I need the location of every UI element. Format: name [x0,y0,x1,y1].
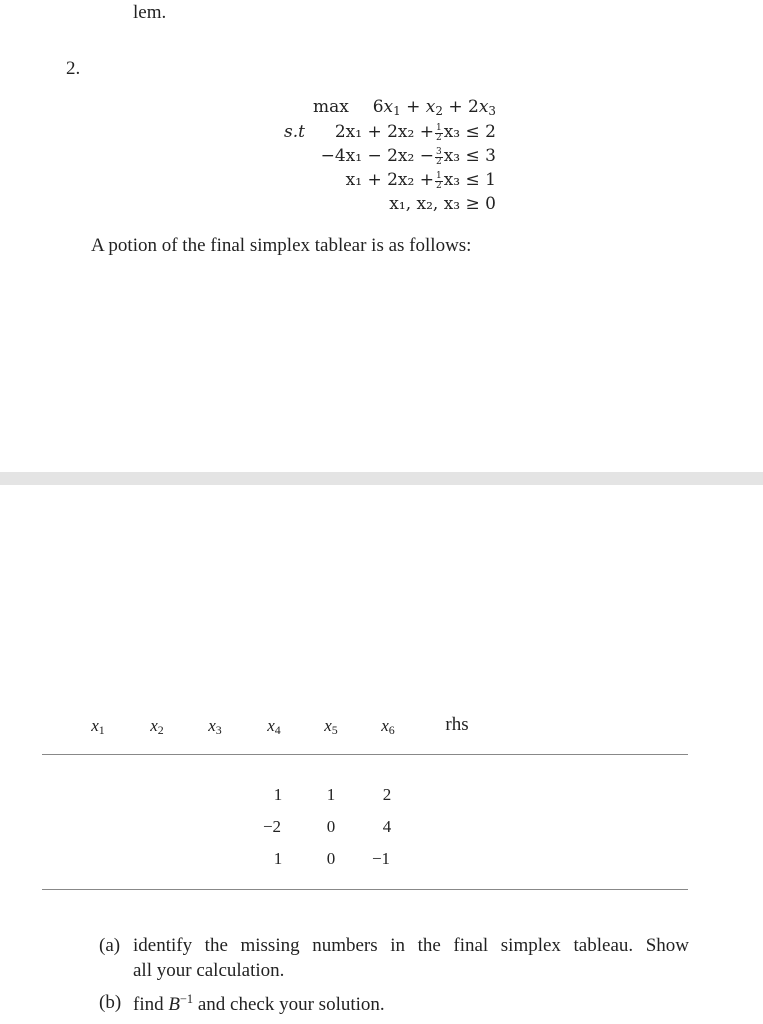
page-divider [0,472,763,485]
tableau-cell: 1 [273,785,283,804]
tableau-cell: 1 [273,849,283,868]
tableau-header-x6: $x_6$ [381,716,395,737]
question-b-label: (b) [99,992,122,1013]
question-a-label: (a) [99,935,121,956]
tableau-cell: 0 [326,817,336,836]
subject-to-label: s.t [284,122,305,142]
question-a-line-1: identify the missing numbers in the final simplex tableau. Show [133,935,689,956]
tableau-cell: −2 [262,817,282,836]
constraint-2: −4x₁ − 2x₂ − $\frac{3}{2}$ x₃ ≤ 3 [320,146,496,168]
question-b-text: find $B^{-1}$ and check your solution. [133,992,385,1015]
tableau-cell: −1 [371,849,391,868]
tableau-cell: 1 [326,785,336,804]
tableau-cell: 2 [382,785,392,804]
tableau-header-x2: $x_2$ [150,716,164,737]
tableau-header-x1: $x_1$ [91,716,105,737]
nonnegativity-constraint: x₁, x₂, x₃ ≥ 0 [389,194,496,214]
objective-label: max [313,97,349,117]
problem-number: 2. [66,58,81,79]
tableau-bottom-rule [42,889,688,890]
lp-formulation [270,95,496,220]
tableau-header-rhs: rhs [445,714,469,735]
tableau-cell: 4 [382,817,392,836]
objective-expression: $6x_1 + x_2 + 2x_3$ [372,97,496,118]
question-a-line-2: all your calculation. [133,960,285,981]
tableau-header-x4: $x_4$ [267,716,281,737]
constraint-1: 2x₁ + 2x₂ + $\frac{1}{2}$ x₃ ≤ 2 [334,122,496,144]
previous-page-fragment: lem. [133,2,167,23]
tableau-intro-text: A potion of the final simplex tablear is as follows: [91,235,472,256]
constraint-3: x₁ + 2x₂ + $\frac{1}{2}$ x₃ ≤ 1 [345,170,496,192]
tableau-header-x5: $x_5$ [324,716,338,737]
tableau-header-x3: $x_3$ [208,716,222,737]
tableau-cell: 0 [326,849,336,868]
tableau-top-rule [42,754,688,755]
